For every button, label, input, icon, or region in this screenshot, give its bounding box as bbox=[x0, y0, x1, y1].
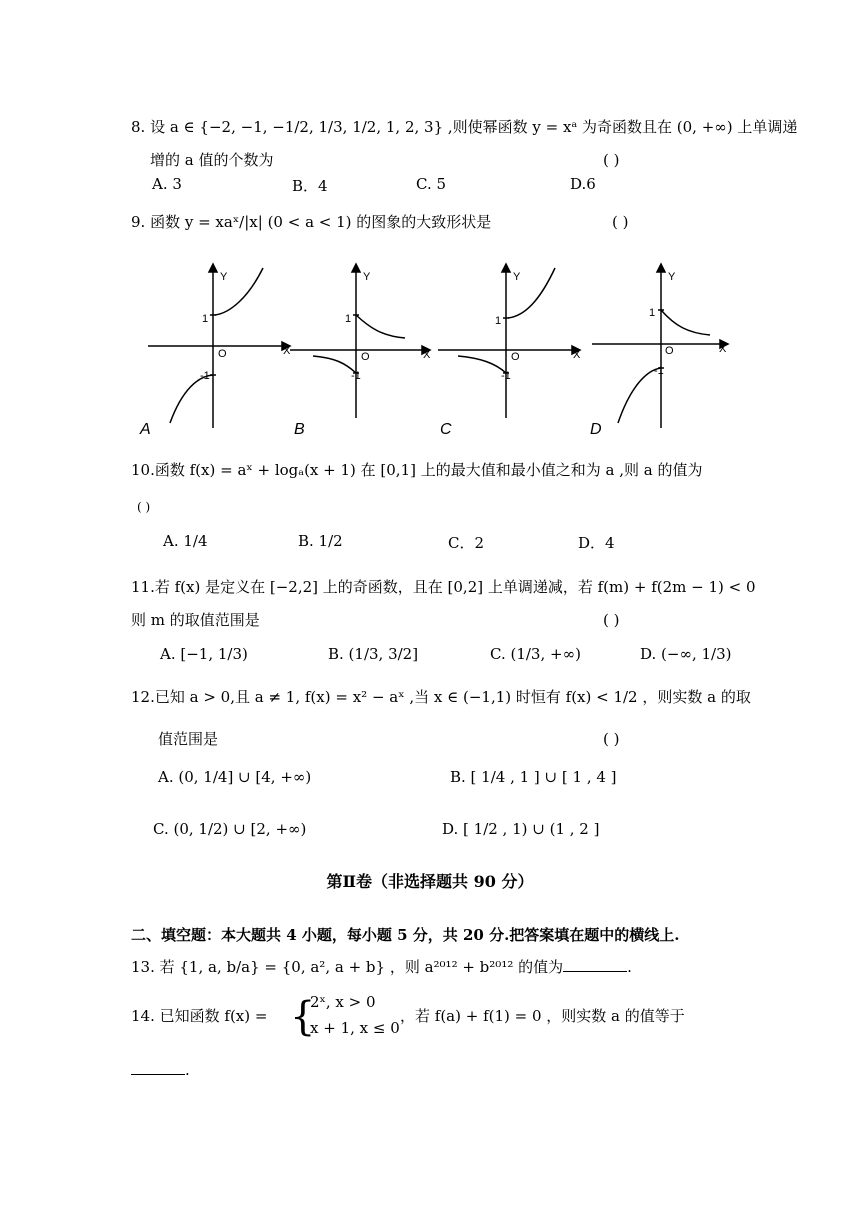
svg-text:-1: -1 bbox=[200, 370, 210, 382]
q13-line1 bbox=[131, 957, 632, 977]
q14-case1: 2ˣ, x > 0 bbox=[310, 993, 376, 1011]
q12-option-c: C. (0, 1/2) ∪ [2, +∞) bbox=[153, 820, 307, 838]
q14-condition: ，若 f(a) + f(1) = 0 ，则实数 a 的值等于 bbox=[400, 1007, 685, 1025]
svg-text:1: 1 bbox=[495, 315, 502, 327]
q12-line2: 值范围是 bbox=[158, 730, 219, 748]
q14-tail: . bbox=[185, 1061, 190, 1079]
svg-text:1: 1 bbox=[649, 307, 656, 319]
q13-tail: . bbox=[627, 958, 632, 976]
svg-text:O: O bbox=[511, 351, 520, 363]
svg-text:1: 1 bbox=[345, 313, 352, 325]
q12-line1: 12.已知 a > 0,且 a ≠ 1, f(x) = x² − aˣ ,当 x ∈ (−1,1) 时恒有 f(x) < 1/2 ，则实数 a 的取 bbox=[131, 688, 751, 706]
q14-lead: 14. 已知函数 f(x) = bbox=[131, 1007, 268, 1025]
q11-paren: ( ) bbox=[603, 611, 620, 629]
q10-option-c: C．2 bbox=[448, 534, 485, 552]
q8-option-b: B．4 bbox=[292, 177, 328, 195]
q13-text: 13. 若 {1, a, b/a} = {0, a², a + b} ，则 a²⁰¹² + b²⁰¹² 的值为 bbox=[131, 958, 564, 976]
q14-answer-blank[interactable] bbox=[131, 1060, 185, 1075]
q11-option-a: A. [−1, 1/3) bbox=[160, 645, 248, 663]
q10-option-d: D．4 bbox=[578, 534, 615, 552]
graph-c bbox=[438, 264, 580, 418]
graph-b bbox=[290, 264, 430, 418]
q8-paren: ( ) bbox=[603, 151, 620, 169]
q10-option-b: B. 1/2 bbox=[298, 532, 343, 550]
q9-graphs bbox=[130, 258, 750, 443]
q9-line1: 9. 函数 y = xaˣ/|x| (0 < a < 1) 的图象的大致形状是 bbox=[131, 213, 492, 231]
q10-paren: ( ) bbox=[137, 500, 151, 514]
part2-title: 第Ⅱ卷（非选择题共 90 分） bbox=[326, 872, 534, 891]
svg-text:Y: Y bbox=[363, 271, 371, 283]
svg-text:X: X bbox=[719, 343, 727, 355]
graph-d bbox=[592, 264, 728, 428]
svg-text:X: X bbox=[573, 349, 581, 361]
q11-option-c: C. (1/3, +∞) bbox=[490, 645, 581, 663]
graph-a bbox=[148, 264, 290, 428]
q11-option-b: B. (1/3, 3/2] bbox=[328, 645, 419, 663]
graph-label-a: A bbox=[140, 421, 151, 438]
q10-option-a: A. 1/4 bbox=[163, 532, 208, 550]
graph-label-c: C bbox=[440, 421, 452, 438]
q11-line1: 11.若 f(x) 是定义在 [−2,2] 上的奇函数，且在 [0,2] 上单调递减，若 f(m) + f(2m − 1) < 0 bbox=[131, 578, 756, 596]
svg-text:O: O bbox=[361, 351, 370, 363]
q14-brace: { bbox=[290, 994, 316, 1040]
graph-label-d: D bbox=[590, 421, 602, 438]
q9-paren: ( ) bbox=[612, 213, 629, 231]
q12-option-a: A. (0, 1/4] ∪ [4, +∞) bbox=[158, 768, 312, 786]
q12-option-b: B. [ 1/4 , 1 ] ∪ [ 1 , 4 ] bbox=[450, 768, 617, 786]
svg-text:-1: -1 bbox=[654, 365, 664, 377]
q8-option-c: C. 5 bbox=[416, 175, 447, 193]
q8-option-d: D.6 bbox=[570, 175, 596, 193]
svg-text:Y: Y bbox=[220, 271, 228, 283]
svg-text:Y: Y bbox=[513, 271, 521, 283]
svg-text:X: X bbox=[423, 349, 431, 361]
q14-answer-line bbox=[131, 1060, 190, 1080]
q8-line1: 8. 设 a ∈ {−2, −1, −1/2, 1/3, 1/2, 1, 2, 3} ,则使幂函数 y = xᵃ 为奇函数且在 (0, +∞) 上单调递 bbox=[131, 118, 798, 136]
svg-text:Y: Y bbox=[668, 271, 676, 283]
q12-paren: ( ) bbox=[603, 730, 620, 748]
q8-line2: 增的 a 值的个数为 bbox=[150, 151, 274, 169]
svg-text:O: O bbox=[218, 348, 227, 360]
q14-case2: x + 1, x ≤ 0 bbox=[310, 1019, 400, 1037]
svg-text:X: X bbox=[283, 345, 291, 357]
q10-line1: 10.函数 f(x) = aˣ + logₐ(x + 1) 在 [0,1] 上的最大值和最小值之和为 a ,则 a 的值为 bbox=[131, 461, 703, 479]
svg-text:-1: -1 bbox=[501, 370, 511, 382]
q13-answer-blank[interactable] bbox=[563, 957, 627, 972]
q11-option-d: D. (−∞, 1/3) bbox=[640, 645, 732, 663]
section2-instructions: 二、填空题：本大题共 4 小题，每小题 5 分，共 20 分.把答案填在题中的横线上. bbox=[131, 926, 680, 944]
svg-text:-1: -1 bbox=[351, 370, 361, 382]
q11-line2: 则 m 的取值范围是 bbox=[131, 611, 260, 629]
svg-text:O: O bbox=[665, 345, 674, 357]
graph-label-b: B bbox=[294, 421, 305, 438]
q8-option-a: A. 3 bbox=[152, 175, 182, 193]
svg-text:1: 1 bbox=[202, 313, 209, 325]
q12-option-d: D. [ 1/2 , 1) ∪ (1 , 2 ] bbox=[442, 820, 600, 838]
